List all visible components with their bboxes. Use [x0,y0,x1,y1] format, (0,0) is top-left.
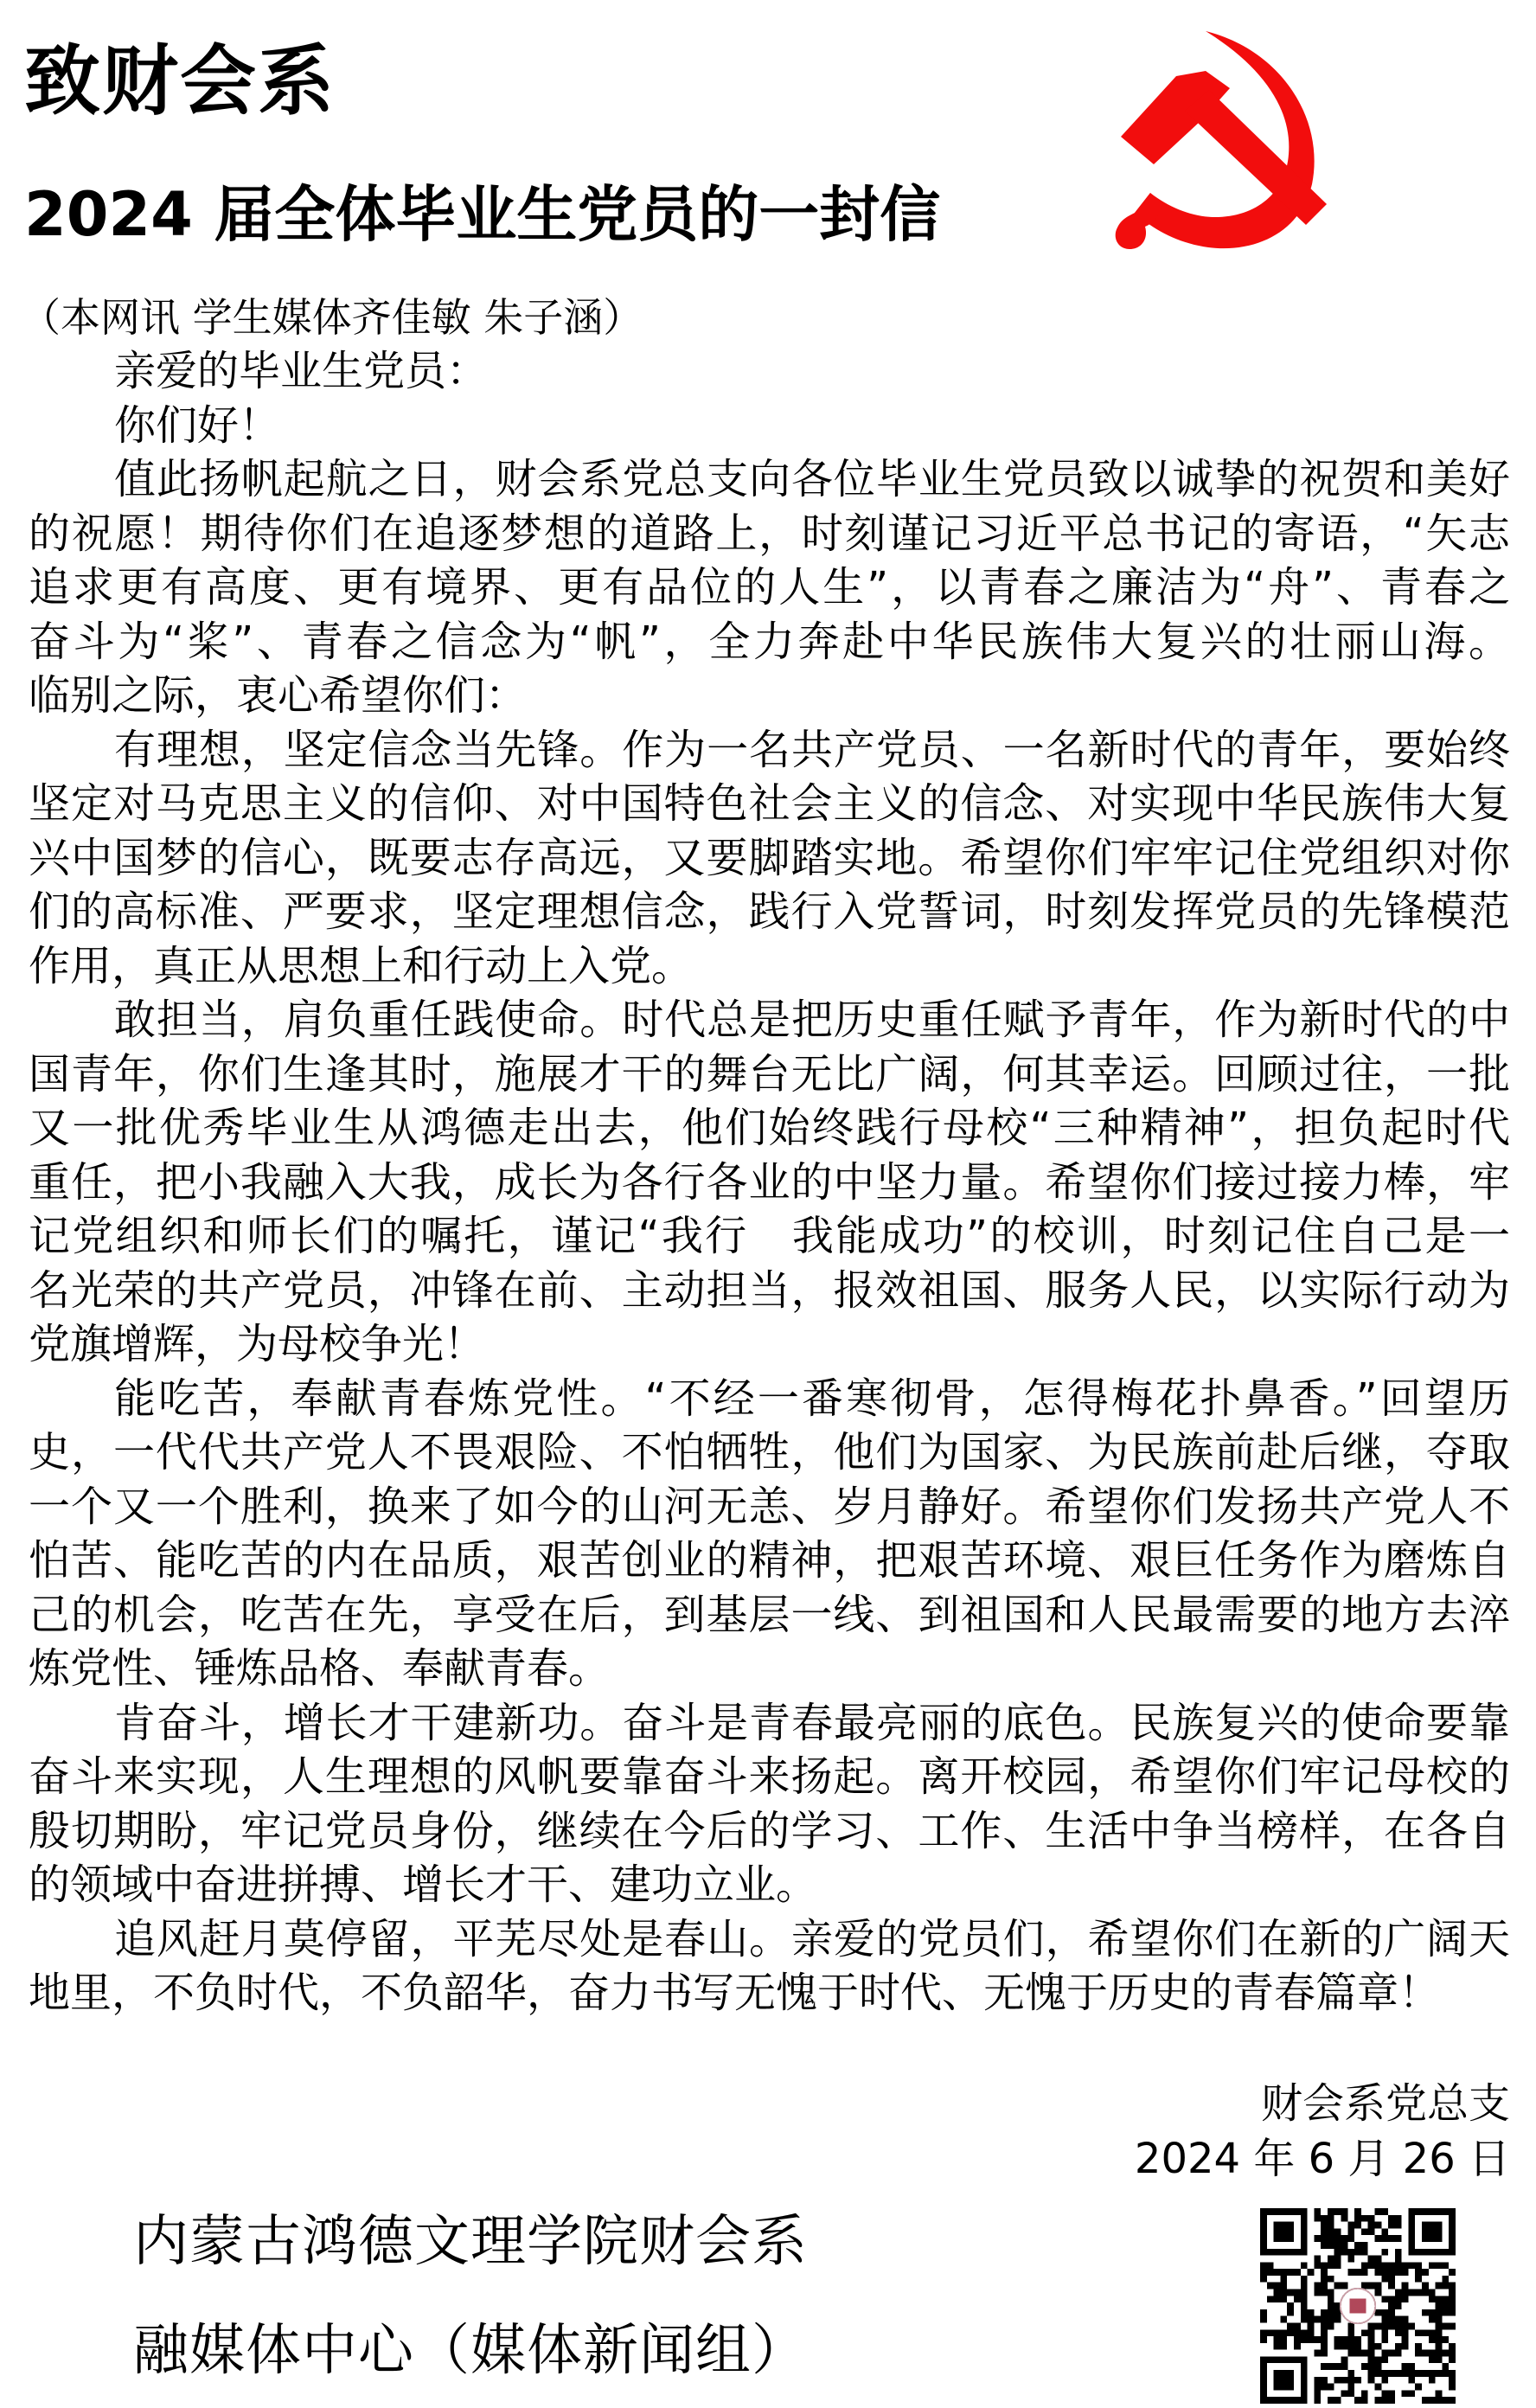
letter-line: 党旗增辉，为母校争光！ [29,1320,486,1369]
page-subtitle: 2024 届全体毕业生党员的一封信 [24,179,941,250]
letter-line: 一个又一个胜利，换来了如今的山河无恙、岁月静好。希望你们发扬共产党人不 [29,1482,1510,1531]
footer-media-center: 融媒体中心（媒体新闻组） [133,2319,808,2383]
letter-line: 炼党性、锤炼品格、奉献青春。 [29,1644,611,1694]
letter-line: 你们好！ [114,400,281,450]
letter-line: 追风赶月莫停留，平芜尽处是春山。亲爱的党员们，希望你们在新的广阔天 [114,1914,1510,1963]
letter-line: 奋斗为“桨”、青春之信念为“帆”，全力奔赴中华民族伟大复兴的壮丽山海。 [29,617,1510,666]
letter-line: 国青年，你们生逢其时，施展才干的舞台无比广阔，何其幸运。回顾过往，一批 [29,1049,1510,1098]
letter-line: 的祝愿！期待你们在追逐梦想的道路上，时刻谨记习近平总书记的寄语，“矢志 [29,509,1510,558]
letter-body [29,344,1510,2021]
letter-line: 坚定对马克思主义的信仰、对中国特色社会主义的信念、对实现中华民族伟大复 [29,779,1510,829]
letter-line: 己的机会，吃苦在先，享受在后，到基层一线、到祖国和人民最需要的地方去淬 [29,1590,1510,1639]
letter-line: 敢担当，肩负重任践使命。时代总是把历史重任赋予青年，作为新时代的中 [114,996,1510,1045]
letter-line: 的领域中奋进拼搏、增长才干、建功立业。 [29,1860,818,1910]
letter-line: 兴中国梦的信心，既要志存高远，又要脚踏实地。希望你们牢牢记住党组织对你 [29,833,1510,882]
letter-line: 怕苦、能吃苦的内在品质，艰苦创业的精神，把艰苦环境、艰巨任务作为磨炼自 [29,1536,1510,1585]
letter-line: 临别之际，衷心希望你们： [29,671,528,720]
letter-line: 肯奋斗，增长才干建新功。奋斗是青春最亮丽的底色。民族复兴的使命要靠 [114,1698,1510,1747]
qr-code-icon[interactable] [1256,2208,1460,2404]
signature-org: 财会系党总支 [1260,2079,1510,2128]
letter-line: 有理想，坚定信念当先锋。作为一名共产党员、一名新时代的青年，要始终 [114,725,1510,774]
letter-line: 重任，把小我融入大我，成长为各行各业的中坚力量。希望你们接过接力棒，牢 [29,1157,1510,1207]
byline: （本网讯 学生媒体齐佳敏 朱子涵） [21,294,643,341]
letter-line: 值此扬帆起航之日，财会系党总支向各位毕业生党员致以诚挚的祝贺和美好 [114,455,1510,504]
letter-line: 追求更有高度、更有境界、更有品位的人生”，以青春之廉洁为“舟”、青春之 [29,563,1510,612]
page-title: 致财会系 [24,36,336,125]
letter-line: 殷切期盼，牢记党员身份，继续在今后的学习、工作、生活中争当榜样，在各自 [29,1806,1510,1855]
letter-line: 又一批优秀毕业生从鸿德走出去，他们始终践行母校“三种精神”，担负起时代 [29,1104,1510,1153]
letter-line: 地里，不负时代，不负韶华，奋力书写无愧于时代、无愧于历史的青春篇章！ [29,1969,1441,2018]
letter-line: 奋斗来实现，人生理想的风帆要靠奋斗来扬起。离开校园，希望你们牢记母校的 [29,1752,1510,1802]
party-emblem-icon [1109,16,1334,259]
letter-line: 们的高标准、严要求，坚定理想信念，践行入党誓词，时刻发挥党员的先锋模范 [29,887,1510,937]
letter-line: 名光荣的共产党员，冲锋在前、主动担当，报效祖国、服务人民，以实际行动为 [29,1265,1510,1315]
footer-org-name: 内蒙古鸿德文理学院财会系 [133,2210,808,2274]
letter-line: 能吃苦，奉献青春炼党性。“不经一番寒彻骨，怎得梅花扑鼻香。”回望历 [114,1374,1510,1423]
letter-line: 亲爱的毕业生党员： [114,347,489,395]
letter-line: 作用，真正从思想上和行动上入党。 [29,941,694,990]
letter-line: 史，一代代共产党人不畏艰险、不怕牺牲，他们为国家、为民族前赴后继，夺取 [29,1428,1510,1477]
letter-line: 记党组织和师长们的嘱托，谨记“我行 我能成功”的校训，时刻记住自己是一 [29,1212,1510,1261]
signature-date: 2024 年 6 月 26 日 [1134,2135,1510,2183]
signature-block [1135,2076,1510,2187]
